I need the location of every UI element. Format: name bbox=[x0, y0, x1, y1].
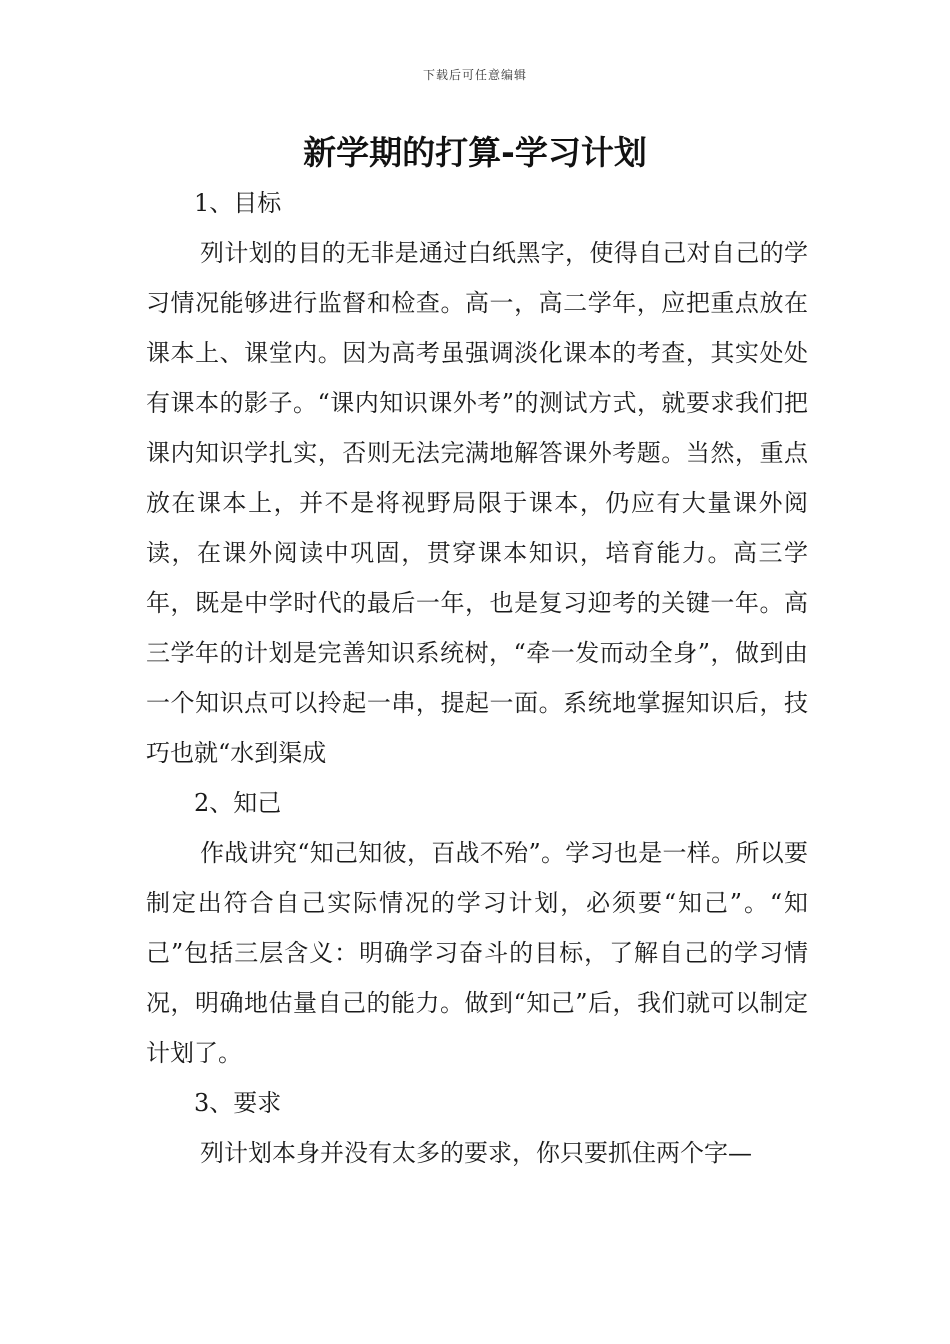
section-paragraph-know-yourself: 作战讲究“知己知彼，百战不殆”。学习也是一样。所以要制定出符合自己实际情况的学习计划，必须要“知己”。“知己”包括三层含义：明确学习奋斗的目标，了解自己的学习情况，明确地估量自己的能力。做到“知己”后，我们就可以制定计划了。 bbox=[146, 839, 808, 1067]
document-body bbox=[146, 178, 808, 1178]
page-header-note: 下载后可任意编辑 bbox=[422, 68, 527, 82]
section-heading-know-yourself: 2、知己 bbox=[194, 789, 282, 817]
section-heading-requirements: 3、要求 bbox=[194, 1089, 282, 1117]
document-title: 新学期的打算-学习计划 bbox=[303, 133, 647, 172]
section-heading-goal: 1、目标 bbox=[194, 189, 282, 217]
section-paragraph-goal: 列计划的目的无非是通过白纸黑字，使得自己对自己的学习情况能够进行监督和检查。高一，高二学年，应把重点放在课本上、课堂内。因为高考虽强调淡化课本的考查，其实处处有课本的影子。“课内知识课外考”的测试方式，就要求我们把课内知识学扎实，否则无法完满地解答课外考题。当然，重点放在课本上，并不是将视野局限于课本，仍应有大量课外阅读，在课外阅读中巩固，贯穿课本知识，培育能力。高三学年，既是中学时代的最后一年，也是复习迎考的关键一年。高三学年的计划是完善知识系统树，“牵一发而动全身”，做到由一个知识点可以拎起一串，提起一面。系统地掌握知识后，技巧也就“水到渠成 bbox=[146, 239, 808, 767]
section-paragraph-requirements: 列计划本身并没有太多的要求，你只要抓住两个字— bbox=[200, 1139, 752, 1167]
